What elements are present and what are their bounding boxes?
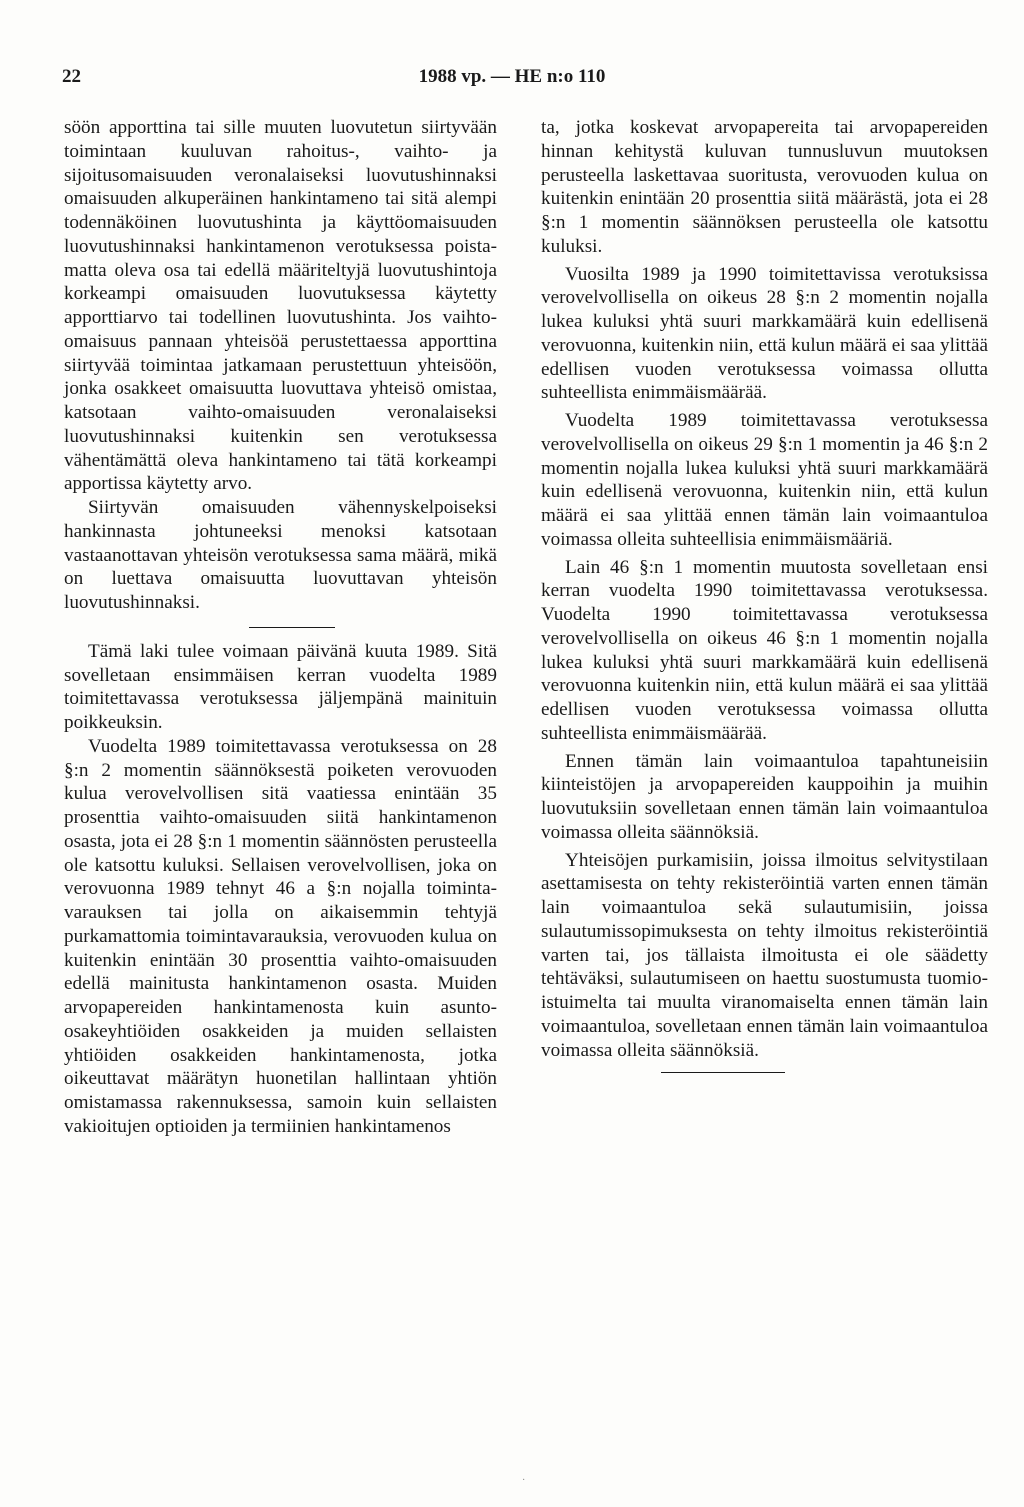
scan-speck: · bbox=[522, 1475, 526, 1486]
paragraph: Lain 46 §:n 1 momentin muutosta sovelletaan ensi kerran vuodelta 1990 toimitettavassa verotuksessa. Vuodelta 1990 toimitettavassa verotuksessa verovelvollisella on oikeus 46 §:n 1 momentin nojalla lukea kuluksi yhtä suuri markkamäärä kuin edellisenä verovuonna kuitenkin niin, että kulun määrä ei saa ylittää edellisen vuoden verotuksessa voimassa ollutta suhteellista enimmäismäärää. bbox=[541, 556, 988, 744]
paragraph: Vuodelta 1989 toimitettavassa verotuksessa on 28 §:n 2 momentin säännöksestä poiketen verovuoden kulua verovelvollisen sitä vaatiessa enintään 35 prosenttia vaihto-omaisuuden siitä hankintamenon osasta, jota ei 28 §:n 1 momentin säännösten perusteella ole katsottu kuluksi. Sellaisen verovelvollisen, joka on verovuonna 1989 tehnyt 46 a §:n nojalla toimintavarauksen tai jolla on aikaisemmin tehtyjä purkamattomia toimintavarauksia, verovuoden kulua on kuitenkin enintään 30 prosenttia vaihto-omaisuuden edellä mainitusta hankintamenon osasta. Muiden arvopapereiden hankintamenosta kuin asunto-osakeyhtiöiden osakkeiden ja muiden sellaisten yhtiöiden osakkeiden hankintamenosta, jotka oikeuttavat määrätyn huonetilan hallintaan yhtiön omistamassa rakennuksessa, samoin kuin sellaisten vakioitujen optioiden ja termiinien hankintamenos bbox=[64, 735, 497, 1137]
page-header: 1988 vp. — HE n:o 110 bbox=[418, 66, 606, 87]
paragraph: Vuodelta 1989 toimitettavassa verotuksessa verovelvollisella on oikeus 29 §:n 1 momentin ja 46 §:n 2 momentin nojalla lukea kuluksi yhtä suuri markkamäärä kuin edellisenä verovuonna, kuitenkin niin, että kulun määrä ei saa ylittää ennen tämän lain voimaantuloa voimassa olleita suhteellisia enimmäismääriä. bbox=[541, 410, 988, 550]
page-number: 22 bbox=[62, 66, 81, 87]
paragraph: Yhteisöjen purkamisiin, joissa ilmoitus selvitystilaan asettamisesta on tehty rekisteröintiä varten ennen tämän lain voimaantuloa sekä sulautumisiin, joissa sulautumissopimuksesta on tehty ilmoitus rekisteröintiä varten tai, jos tällaista ilmoitusta ei ole säädetty tehtäväksi, sulautumiseen on haettu suostumusta tuomioistuimelta tai muulta viranomaiselta ennen tämän lain voimaantuloa, sovelletaan ennen tämän lain voimaantuloa voimassa olleita säännöksiä. bbox=[541, 849, 988, 1061]
right-column bbox=[541, 116, 988, 1073]
paragraph: ta, jotka koskevat arvopapereita tai arvopapereiden hinnan kehitystä kuluvan tunnusluvun muutoksen perusteella laskettavaa suoritusta, verovuoden kulua on kuitenkin enintään 20 prosenttia siitä määrästä, jota ei 28 §:n 1 momentin säännöksen perusteella ole katsottu kuluksi. bbox=[541, 117, 988, 257]
paragraph: Vuosilta 1989 ja 1990 toimitettavissa verotuksissa verovelvollisella on oikeus 28 §:n 2 momentin nojalla lukea kuluksi yhtä suuri markkamäärä kuin edellisenä verovuonna, kuitenkin niin, että kulun määrä ei saa ylittää edellisen vuoden verotuksessa voimassa ollutta suhteellista enimmäismäärää. bbox=[541, 263, 988, 404]
paragraph: Ennen tämän lain voimaantuloa tapahtuneisiin kiinteistöjen ja arvopapereiden kauppoihin ja muihin luovutuksiin sovelletaan ennen tämän lain voimaantuloa voimassa olleita säännöksiä. bbox=[541, 750, 988, 843]
left-column bbox=[64, 116, 497, 1139]
paragraph: Siirtyvän omaisuuden vähennyskelpoiseksi hankinnasta johtuneeksi menoksi katsotaan vastaanottavan yhteisön verotuksessa sama määrä, mikä on luettava omaisuutta luovuttavan yhteisön luovutushinnaksi. bbox=[64, 497, 497, 613]
paragraph: söön apporttina tai sille muuten luovutetun siirtyvään toimintaan kuuluvan rahoitus-, vaihto- ja sijoitusomaisuuden veronalaiseksi luovutushinnaksi omaisuuden alkuperäinen hankintameno tai sitä alempi todennäköinen luovutushinta ja käyttöomaisuuden luovutushinnaksi hankintamenon verotuksessa poistamatta oleva osa tai edellä määriteltyjä luovutushintoja korkeampi omaisuuden luovutuksessa käytetty apporttiarvo tai todellinen luovutushinta. Jos vaihto-omaisuus pannaan yhteisöä perustettaessa apporttina siirtyvää toimintaa jatkamaan perustettuun yhteisöön, jonka osakkeet omaisuutta luovuttava yhteisö omistaa, katsotaan vaihto-omaisuuden veronalaiseksi luovutushinnaksi kuitenkin sen verotuksessa vähentämättä oleva hankintameno tai tätä korkeampi apportissa käytetty arvo. bbox=[64, 117, 497, 495]
end-divider bbox=[661, 1072, 785, 1073]
paragraph: Tämä laki tulee voimaan päivänä kuuta 1989. Sitä sovelletaan ensimmäisen kerran vuodelta 1989 toimitettavassa verotuksessa jäljempänä mainituin poikkeuksin. bbox=[64, 640, 497, 733]
section-divider bbox=[249, 627, 335, 628]
